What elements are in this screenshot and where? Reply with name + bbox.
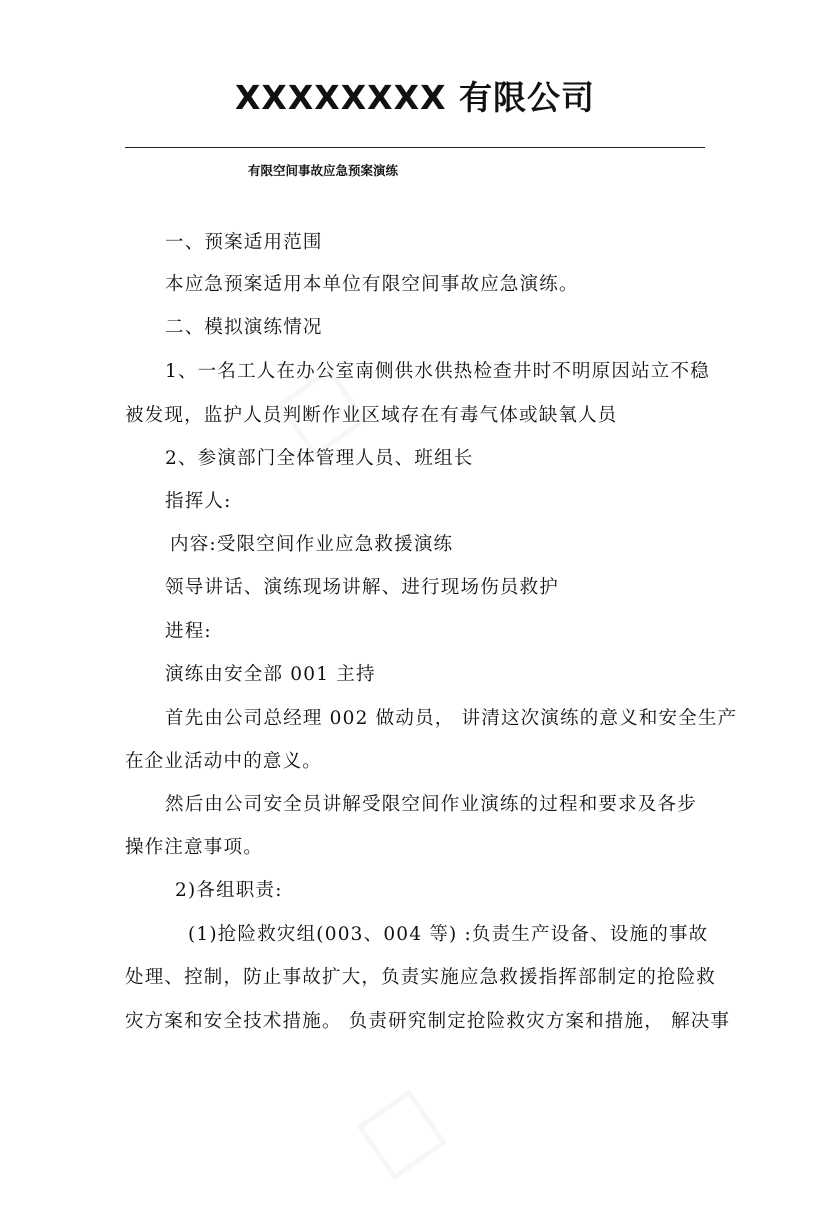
paragraph-line: 被发现，监护人员判断作业区域存在有毒气体或缺氧人员 <box>125 405 618 426</box>
paragraph-line: 内容:受限空间作业应急救援演练 <box>170 534 454 555</box>
paragraph-line: 进程: <box>165 621 212 642</box>
section-heading-drill: 二、模拟演练情况 <box>165 317 323 338</box>
paragraph-line: 然后由公司安全员讲解受限空间作业演练的过程和要求及各步 <box>165 794 697 815</box>
header-rule <box>125 147 705 148</box>
paragraph-line: 本应急预案适用本单位有限空间事故应急演练。 <box>165 274 579 295</box>
paragraph-line: (1)抢险救灾组(003、004 等) :负责生产设备、设施的事故 <box>188 924 709 945</box>
company-title: XXXXXXXX 有限公司 <box>234 78 596 117</box>
paragraph-line: 首先由公司总经理 002 做动员， 讲清这次演练的意义和安全生产 <box>165 708 738 729</box>
paragraph-line: 演练由安全部 001 主持 <box>165 664 376 685</box>
paragraph-line: 处理、控制，防止事故扩大，负责实施应急救援指挥部制定的抢险救 <box>125 967 717 988</box>
paragraph-line: 2)各组职责: <box>175 880 283 901</box>
paragraph-line: 在企业活动中的意义。 <box>125 751 323 772</box>
paragraph-line: 领导讲话、演练现场讲解、进行现场伤员救护 <box>165 577 560 598</box>
watermark <box>340 1025 540 1215</box>
paragraph-line: 指挥人: <box>165 491 232 512</box>
paragraph-line: 1、一名工人在办公室南侧供水供热检查井时不明原因站立不稳 <box>165 361 710 382</box>
paragraph-line: 操作注意事项。 <box>125 837 263 858</box>
paragraph-line: 2、参演部门全体管理人员、班组长 <box>165 448 474 469</box>
paragraph-line: 灾方案和安全技术措施。 负责研究制定抢险救灾方案和措施， 解决事 <box>125 1011 731 1032</box>
document-subtitle: 有限空间事故应急预案演练 <box>248 163 399 178</box>
section-heading-scope: 一、预案适用范围 <box>165 232 323 253</box>
